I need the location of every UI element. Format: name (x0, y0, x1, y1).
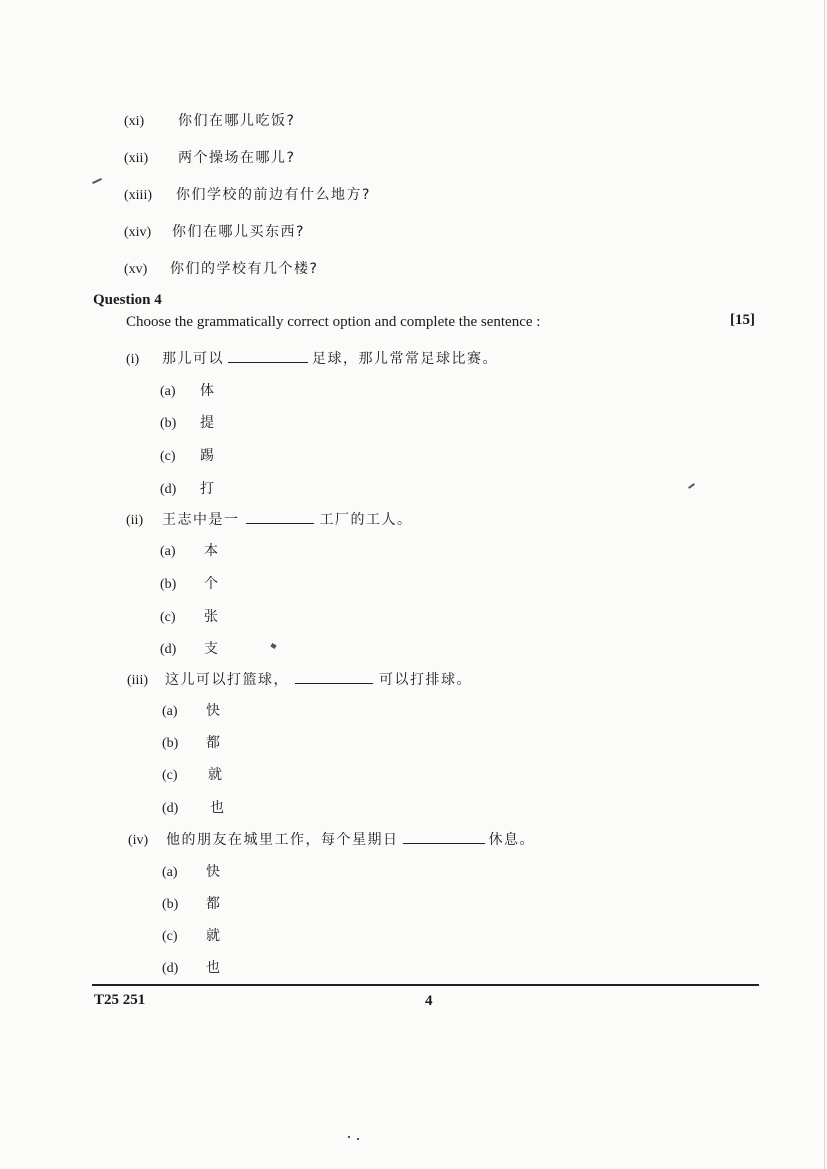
page-edge (824, 0, 825, 1169)
question-item-iii (127, 669, 472, 689)
option-label: (d) (162, 961, 179, 976)
sentence-after: 足球，那儿常常足球比赛。 (312, 351, 498, 367)
item-text: 你们在哪儿买东西? (172, 224, 305, 240)
sentence-after: 工厂的工人。 (319, 512, 413, 528)
option-iii-c (162, 764, 224, 784)
scan-speck (270, 643, 276, 649)
option-text: 快 (206, 864, 222, 880)
option-iv-a (162, 861, 222, 881)
sentence-after: 休息。 (488, 832, 535, 848)
question-marks: [15] (730, 312, 755, 328)
answer-blank (295, 671, 373, 684)
option-iii-b (162, 732, 222, 752)
answer-blank (403, 831, 485, 844)
option-label: (b) (160, 416, 177, 431)
sentence-before: 他的朋友在城里工作，每个星期日 (166, 832, 399, 848)
option-label: (d) (160, 482, 177, 497)
prev-item-xi (124, 110, 295, 130)
footer-rule (92, 984, 759, 986)
paper-code: T25 251 (94, 992, 146, 1008)
option-text: 提 (200, 415, 216, 431)
item-number: (i) (126, 352, 140, 367)
option-label: (d) (160, 642, 177, 657)
prev-item-xiii (124, 184, 371, 204)
option-text: 张 (204, 609, 220, 625)
option-text: 也 (210, 800, 226, 816)
option-label: (d) (162, 801, 179, 816)
option-label: (b) (162, 897, 179, 912)
item-number: (iv) (128, 833, 149, 848)
option-text: 就 (206, 928, 222, 944)
item-number: (ii) (126, 513, 144, 528)
option-i-b (160, 412, 216, 432)
option-text: 踢 (200, 448, 216, 464)
option-ii-b (160, 573, 220, 593)
option-label: (c) (160, 610, 176, 625)
item-number: (xi) (124, 114, 145, 129)
item-text: 你们学校的前边有什么地方? (176, 187, 371, 203)
option-iii-a (162, 700, 222, 720)
option-label: (c) (162, 929, 178, 944)
question-item-i (126, 348, 498, 368)
item-number: (xiii) (124, 188, 152, 203)
item-number: (xii) (124, 151, 149, 166)
option-text: 打 (200, 481, 216, 497)
item-text: 两个操场在哪儿? (178, 150, 296, 166)
question-item-iv (128, 829, 535, 849)
option-label: (c) (160, 449, 176, 464)
option-ii-d (160, 638, 220, 658)
prev-item-xv (124, 258, 318, 278)
sentence-before: 王志中是一 (162, 512, 240, 528)
option-label: (c) (162, 768, 178, 783)
answer-blank (228, 350, 308, 363)
prev-item-xii (124, 147, 295, 167)
option-text: 本 (204, 543, 220, 559)
prev-item-xiv (124, 221, 305, 241)
option-iv-b (162, 893, 222, 913)
option-text: 都 (206, 735, 222, 751)
option-label: (b) (160, 577, 177, 592)
scan-speck (357, 1138, 359, 1140)
question-title: Question 4 (93, 292, 162, 308)
option-text: 体 (200, 383, 216, 399)
scan-speck (348, 1136, 350, 1138)
item-text: 你们在哪儿吃饭? (178, 113, 296, 129)
option-ii-c (160, 606, 220, 626)
option-text: 支 (204, 641, 220, 657)
question-instruction: Choose the grammatically correct option and complete the sentence : (126, 314, 541, 330)
option-label: (b) (162, 736, 179, 751)
scan-speck (92, 178, 102, 184)
sentence-after: 可以打排球。 (379, 672, 472, 688)
question-item-ii (126, 509, 413, 529)
option-i-d (160, 478, 216, 498)
sentence-before: 这儿可以打篮球， (165, 672, 289, 688)
sentence-before: 那儿可以 (162, 351, 224, 367)
option-iv-c (162, 925, 222, 945)
answer-blank (246, 511, 314, 524)
item-number: (xv) (124, 262, 148, 277)
scan-speck (688, 483, 695, 489)
item-text: 你们的学校有几个楼? (170, 261, 319, 277)
option-iii-d (162, 797, 226, 817)
option-ii-a (160, 540, 220, 560)
page-number: 4 (425, 993, 433, 1009)
option-i-c (160, 445, 216, 465)
option-text: 个 (204, 576, 220, 592)
option-text: 也 (206, 960, 222, 976)
option-text: 快 (206, 703, 222, 719)
option-label: (a) (160, 544, 176, 559)
option-text: 都 (206, 896, 222, 912)
option-text: 就 (208, 767, 224, 783)
option-label: (a) (162, 865, 178, 880)
option-label: (a) (162, 704, 178, 719)
option-iv-d (162, 957, 222, 977)
item-number: (iii) (127, 673, 148, 688)
item-number: (xiv) (124, 225, 152, 240)
option-i-a (160, 380, 216, 400)
option-label: (a) (160, 384, 176, 399)
